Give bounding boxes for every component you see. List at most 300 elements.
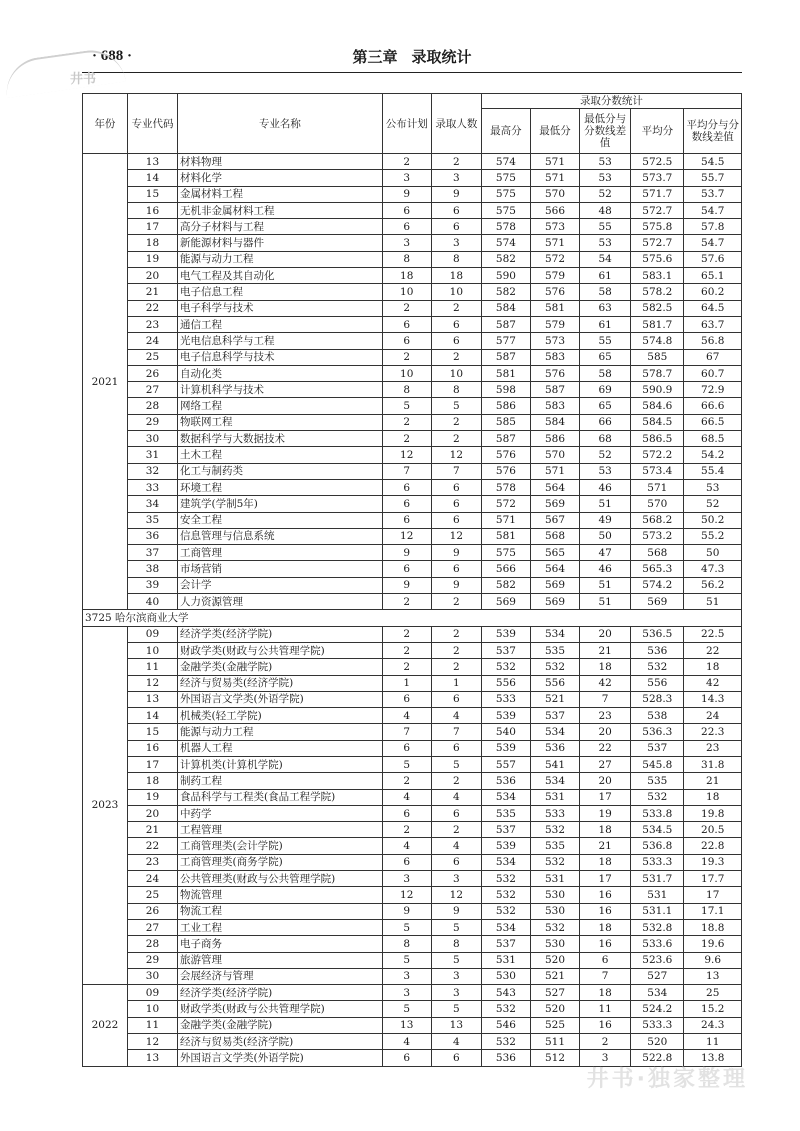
min-diff-cell: 18 (580, 854, 631, 870)
admitted-cell: 10 (431, 365, 481, 381)
name-cell: 化工与制药类 (178, 463, 383, 479)
min-diff-cell: 22 (580, 740, 631, 756)
year-cell: 2021 (83, 154, 128, 610)
name-cell: 财政学类(财政与公共管理学院) (178, 1001, 383, 1017)
avg-cell: 583.1 (631, 268, 684, 284)
max-cell: 572 (481, 496, 530, 512)
plan-cell: 2 (382, 642, 431, 658)
header-min: 最低分 (530, 109, 579, 154)
max-cell: 590 (481, 268, 530, 284)
avg-diff-cell: 53 (684, 479, 742, 495)
plan-cell: 3 (382, 871, 431, 887)
avg-diff-cell: 55.7 (684, 170, 742, 186)
min-diff-cell: 49 (580, 512, 631, 528)
name-cell: 外国语言文学类(外语学院) (178, 691, 383, 707)
max-cell: 566 (481, 561, 530, 577)
header-score-group: 录取分数统计 (481, 94, 741, 109)
min-cell: 571 (530, 170, 579, 186)
min-diff-cell: 42 (580, 675, 631, 691)
code-cell: 30 (127, 431, 177, 447)
avg-cell: 584.6 (631, 398, 684, 414)
table-row (83, 691, 742, 707)
plan-cell: 3 (382, 170, 431, 186)
code-cell: 33 (127, 479, 177, 495)
min-diff-cell: 68 (580, 431, 631, 447)
max-cell: 535 (481, 805, 530, 821)
name-cell: 制药工程 (178, 773, 383, 789)
table-row (83, 447, 742, 463)
avg-diff-cell: 23 (684, 740, 742, 756)
avg-diff-cell: 67 (684, 349, 742, 365)
avg-diff-cell: 56.2 (684, 577, 742, 593)
code-cell: 09 (127, 626, 177, 642)
table-row (83, 708, 742, 724)
min-diff-cell: 18 (580, 659, 631, 675)
name-cell: 光电信息科学与工程 (178, 333, 383, 349)
plan-cell: 5 (382, 756, 431, 772)
admitted-cell: 2 (431, 659, 481, 675)
min-cell: 534 (530, 773, 579, 789)
min-cell: 521 (530, 968, 579, 984)
plan-cell: 3 (382, 235, 431, 251)
name-cell: 工程管理 (178, 822, 383, 838)
name-cell: 无机非金属材料工程 (178, 202, 383, 218)
min-cell: 532 (530, 822, 579, 838)
max-cell: 537 (481, 642, 530, 658)
header-name: 专业名称 (178, 94, 383, 154)
min-diff-cell: 69 (580, 382, 631, 398)
plan-cell: 6 (382, 219, 431, 235)
avg-diff-cell: 17.7 (684, 871, 742, 887)
plan-cell: 8 (382, 251, 431, 267)
min-cell: 569 (530, 496, 579, 512)
table-row (83, 805, 742, 821)
table-row (83, 871, 742, 887)
plan-cell: 4 (382, 838, 431, 854)
name-cell: 网络工程 (178, 398, 383, 414)
name-cell: 电子信息科学与技术 (178, 349, 383, 365)
code-cell: 12 (127, 1034, 177, 1050)
avg-diff-cell: 63.7 (684, 316, 742, 332)
min-diff-cell: 18 (580, 822, 631, 838)
avg-diff-cell: 22 (684, 642, 742, 658)
admitted-cell: 12 (431, 447, 481, 463)
min-cell: 571 (530, 154, 579, 170)
name-cell: 金融学类(金融学院) (178, 1017, 383, 1033)
year-cell: 2022 (83, 985, 128, 1066)
admitted-cell: 5 (431, 919, 481, 935)
code-cell: 10 (127, 1001, 177, 1017)
code-cell: 26 (127, 365, 177, 381)
name-cell: 经济与贸易类(经济学院) (178, 675, 383, 691)
logo-text: 井书 (70, 72, 97, 87)
max-cell: 575 (481, 186, 530, 202)
plan-cell: 2 (382, 626, 431, 642)
plan-cell: 6 (382, 854, 431, 870)
code-cell: 40 (127, 594, 177, 610)
avg-diff-cell: 24 (684, 708, 742, 724)
avg-diff-cell: 51 (684, 594, 742, 610)
page-header (82, 44, 742, 73)
name-cell: 电气工程及其自动化 (178, 268, 383, 284)
avg-cell: 531 (631, 887, 684, 903)
min-diff-cell: 48 (580, 202, 631, 218)
code-cell: 29 (127, 414, 177, 430)
avg-cell: 572.7 (631, 235, 684, 251)
plan-cell: 2 (382, 773, 431, 789)
min-cell: 521 (530, 691, 579, 707)
table-row (83, 186, 742, 202)
table-row (83, 202, 742, 218)
avg-cell: 532 (631, 789, 684, 805)
avg-cell: 573.4 (631, 463, 684, 479)
code-cell: 11 (127, 1017, 177, 1033)
plan-cell: 6 (382, 561, 431, 577)
table-row (83, 268, 742, 284)
min-diff-cell: 20 (580, 773, 631, 789)
admitted-cell: 5 (431, 1001, 481, 1017)
code-cell: 28 (127, 936, 177, 952)
name-cell: 食品科学与工程类(食品工程学院) (178, 789, 383, 805)
table-row (83, 903, 742, 919)
avg-diff-cell: 18 (684, 789, 742, 805)
header-avg: 平均分 (631, 109, 684, 154)
code-cell: 24 (127, 871, 177, 887)
min-cell: 564 (530, 479, 579, 495)
header-avg-diff: 平均分与分数线差值 (684, 109, 742, 154)
max-cell: 546 (481, 1017, 530, 1033)
plan-cell: 6 (382, 479, 431, 495)
code-cell: 20 (127, 268, 177, 284)
min-cell: 532 (530, 919, 579, 935)
name-cell: 环境工程 (178, 479, 383, 495)
chapter-title: 录取统计 (411, 48, 472, 66)
plan-cell: 8 (382, 382, 431, 398)
avg-cell: 534.5 (631, 822, 684, 838)
name-cell: 信息管理与信息系统 (178, 528, 383, 544)
max-cell: 543 (481, 985, 530, 1001)
min-cell: 565 (530, 545, 579, 561)
table-row (83, 659, 742, 675)
name-cell: 中药学 (178, 805, 383, 821)
avg-diff-cell: 19.8 (684, 805, 742, 821)
max-cell: 531 (481, 952, 530, 968)
avg-diff-cell: 64.5 (684, 300, 742, 316)
avg-diff-cell: 54.7 (684, 202, 742, 218)
min-diff-cell: 16 (580, 936, 631, 952)
avg-cell: 524.2 (631, 1001, 684, 1017)
min-diff-cell: 16 (580, 887, 631, 903)
name-cell: 公共管理类(财政与公共管理学院) (178, 871, 383, 887)
max-cell: 575 (481, 202, 530, 218)
avg-cell: 571 (631, 479, 684, 495)
name-cell: 会展经济与管理 (178, 968, 383, 984)
min-cell: 533 (530, 805, 579, 821)
max-cell: 533 (481, 691, 530, 707)
table-row (83, 284, 742, 300)
chapter-number: 第三章 (352, 48, 398, 66)
avg-diff-cell: 13 (684, 968, 742, 984)
min-cell: 527 (530, 985, 579, 1001)
max-cell: 536 (481, 1050, 530, 1066)
header-year: 年份 (83, 94, 128, 154)
avg-diff-cell: 18.8 (684, 919, 742, 935)
max-cell: 578 (481, 219, 530, 235)
name-cell: 工商管理类(会计学院) (178, 838, 383, 854)
table-row (83, 235, 742, 251)
avg-cell: 569 (631, 594, 684, 610)
min-cell: 530 (530, 887, 579, 903)
admitted-cell: 6 (431, 496, 481, 512)
table-row (83, 936, 742, 952)
max-cell: 578 (481, 479, 530, 495)
table-row (83, 968, 742, 984)
admitted-cell: 7 (431, 463, 481, 479)
code-cell: 17 (127, 756, 177, 772)
avg-diff-cell: 57.6 (684, 251, 742, 267)
plan-cell: 4 (382, 708, 431, 724)
plan-cell: 13 (382, 1017, 431, 1033)
code-cell: 15 (127, 186, 177, 202)
name-cell: 电子商务 (178, 936, 383, 952)
min-cell: 571 (530, 235, 579, 251)
code-cell: 23 (127, 316, 177, 332)
min-diff-cell: 21 (580, 838, 631, 854)
max-cell: 581 (481, 365, 530, 381)
min-cell: 570 (530, 186, 579, 202)
admitted-cell: 5 (431, 398, 481, 414)
min-diff-cell: 61 (580, 316, 631, 332)
table-row (83, 626, 742, 642)
avg-cell: 538 (631, 708, 684, 724)
code-cell: 11 (127, 659, 177, 675)
code-cell: 30 (127, 968, 177, 984)
name-cell: 经济学类(经济学院) (178, 626, 383, 642)
table-row (83, 545, 742, 561)
publisher-logo (4, 54, 134, 94)
admitted-cell: 2 (431, 773, 481, 789)
max-cell: 575 (481, 170, 530, 186)
name-cell: 金融学类(金融学院) (178, 659, 383, 675)
code-cell: 28 (127, 398, 177, 414)
plan-cell: 9 (382, 545, 431, 561)
avg-diff-cell: 9.6 (684, 952, 742, 968)
admitted-cell: 6 (431, 805, 481, 821)
avg-diff-cell: 19.3 (684, 854, 742, 870)
min-diff-cell: 7 (580, 691, 631, 707)
plan-cell: 9 (382, 577, 431, 593)
max-cell: 587 (481, 349, 530, 365)
admitted-cell: 6 (431, 219, 481, 235)
min-cell: 535 (530, 642, 579, 658)
plan-cell: 12 (382, 528, 431, 544)
min-diff-cell: 55 (580, 333, 631, 349)
code-cell: 38 (127, 561, 177, 577)
avg-diff-cell: 55.2 (684, 528, 742, 544)
name-cell: 经济学类(经济学院) (178, 985, 383, 1001)
admitted-cell: 6 (431, 1050, 481, 1066)
admitted-cell: 6 (431, 691, 481, 707)
min-diff-cell: 52 (580, 186, 631, 202)
plan-cell: 7 (382, 463, 431, 479)
min-cell: 525 (530, 1017, 579, 1033)
avg-cell: 532 (631, 659, 684, 675)
plan-cell: 6 (382, 740, 431, 756)
min-diff-cell: 58 (580, 284, 631, 300)
max-cell: 532 (481, 1001, 530, 1017)
plan-cell: 1 (382, 675, 431, 691)
code-cell: 24 (127, 333, 177, 349)
max-cell: 539 (481, 838, 530, 854)
min-diff-cell: 18 (580, 919, 631, 935)
table-row (83, 561, 742, 577)
min-diff-cell: 53 (580, 235, 631, 251)
max-cell: 540 (481, 724, 530, 740)
plan-cell: 7 (382, 724, 431, 740)
plan-cell: 9 (382, 186, 431, 202)
max-cell: 582 (481, 251, 530, 267)
name-cell: 建筑学(学制5年) (178, 496, 383, 512)
name-cell: 计算机科学与技术 (178, 382, 383, 398)
plan-cell: 5 (382, 1001, 431, 1017)
admitted-cell: 5 (431, 952, 481, 968)
min-cell: 530 (530, 936, 579, 952)
max-cell: 536 (481, 773, 530, 789)
table-row (83, 512, 742, 528)
admitted-cell: 13 (431, 1017, 481, 1033)
avg-diff-cell: 50 (684, 545, 742, 561)
code-cell: 19 (127, 789, 177, 805)
code-cell: 26 (127, 903, 177, 919)
logo-swirl-icon (2, 46, 126, 98)
min-diff-cell: 51 (580, 496, 631, 512)
min-cell: 534 (530, 626, 579, 642)
avg-cell: 574.2 (631, 577, 684, 593)
table-row (83, 251, 742, 267)
code-cell: 13 (127, 1050, 177, 1066)
avg-diff-cell: 54.5 (684, 154, 742, 170)
max-cell: 574 (481, 154, 530, 170)
avg-cell: 522.8 (631, 1050, 684, 1066)
min-cell: 532 (530, 854, 579, 870)
min-cell: 564 (530, 561, 579, 577)
min-diff-cell: 53 (580, 463, 631, 479)
min-cell: 586 (530, 431, 579, 447)
table-row (83, 349, 742, 365)
code-cell: 13 (127, 154, 177, 170)
min-diff-cell: 16 (580, 1017, 631, 1033)
avg-diff-cell: 47.3 (684, 561, 742, 577)
max-cell: 534 (481, 919, 530, 935)
min-diff-cell: 66 (580, 414, 631, 430)
avg-cell: 572.7 (631, 202, 684, 218)
min-diff-cell: 63 (580, 300, 631, 316)
avg-diff-cell: 54.2 (684, 447, 742, 463)
code-cell: 25 (127, 887, 177, 903)
name-cell: 新能源材料与器件 (178, 235, 383, 251)
name-cell: 物流工程 (178, 903, 383, 919)
avg-cell: 556 (631, 675, 684, 691)
avg-diff-cell: 66.5 (684, 414, 742, 430)
min-diff-cell: 19 (580, 805, 631, 821)
avg-cell: 575.8 (631, 219, 684, 235)
avg-diff-cell: 25 (684, 985, 742, 1001)
avg-diff-cell: 56.8 (684, 333, 742, 349)
name-cell: 物联网工程 (178, 414, 383, 430)
min-diff-cell: 51 (580, 577, 631, 593)
admitted-cell: 4 (431, 789, 481, 805)
admitted-cell: 6 (431, 512, 481, 528)
avg-cell: 528.3 (631, 691, 684, 707)
max-cell: 557 (481, 756, 530, 772)
avg-cell: 565.3 (631, 561, 684, 577)
min-diff-cell: 27 (580, 756, 631, 772)
avg-diff-cell: 20.5 (684, 822, 742, 838)
table-row (83, 985, 742, 1001)
code-cell: 17 (127, 219, 177, 235)
avg-diff-cell: 66.6 (684, 398, 742, 414)
table-row (83, 1017, 742, 1033)
admitted-cell: 8 (431, 251, 481, 267)
avg-cell: 531.7 (631, 871, 684, 887)
table-row (83, 333, 742, 349)
table-row (83, 675, 742, 691)
admitted-cell: 6 (431, 561, 481, 577)
table-row (83, 431, 742, 447)
code-cell: 25 (127, 349, 177, 365)
table-row (83, 463, 742, 479)
min-diff-cell: 2 (580, 1034, 631, 1050)
admitted-cell: 2 (431, 822, 481, 838)
admitted-cell: 6 (431, 740, 481, 756)
table-row (83, 1001, 742, 1017)
min-cell: 587 (530, 382, 579, 398)
admitted-cell: 12 (431, 887, 481, 903)
avg-diff-cell: 24.3 (684, 1017, 742, 1033)
plan-cell: 9 (382, 903, 431, 919)
name-cell: 土木工程 (178, 447, 383, 463)
min-cell: 520 (530, 952, 579, 968)
header-plan: 公布计划 (382, 94, 431, 154)
min-diff-cell: 65 (580, 349, 631, 365)
admitted-cell: 9 (431, 186, 481, 202)
code-cell: 34 (127, 496, 177, 512)
avg-cell: 537 (631, 740, 684, 756)
min-cell: 531 (530, 871, 579, 887)
avg-cell: 578.7 (631, 365, 684, 381)
min-cell: 512 (530, 1050, 579, 1066)
min-diff-cell: 51 (580, 594, 631, 610)
min-diff-cell: 11 (580, 1001, 631, 1017)
min-cell: 541 (530, 756, 579, 772)
avg-cell: 533.8 (631, 805, 684, 821)
min-cell: 581 (530, 300, 579, 316)
min-diff-cell: 3 (580, 1050, 631, 1066)
admitted-cell: 2 (431, 300, 481, 316)
max-cell: 532 (481, 871, 530, 887)
min-diff-cell: 54 (580, 251, 631, 267)
max-cell: 584 (481, 300, 530, 316)
name-cell: 市场营销 (178, 561, 383, 577)
avg-cell: 536.5 (631, 626, 684, 642)
watermark: 井书·独家整理 (586, 1067, 748, 1092)
avg-cell: 586.5 (631, 431, 684, 447)
min-diff-cell: 58 (580, 365, 631, 381)
plan-cell: 5 (382, 919, 431, 935)
avg-cell: 535 (631, 773, 684, 789)
avg-diff-cell: 21 (684, 773, 742, 789)
avg-cell: 571.7 (631, 186, 684, 202)
